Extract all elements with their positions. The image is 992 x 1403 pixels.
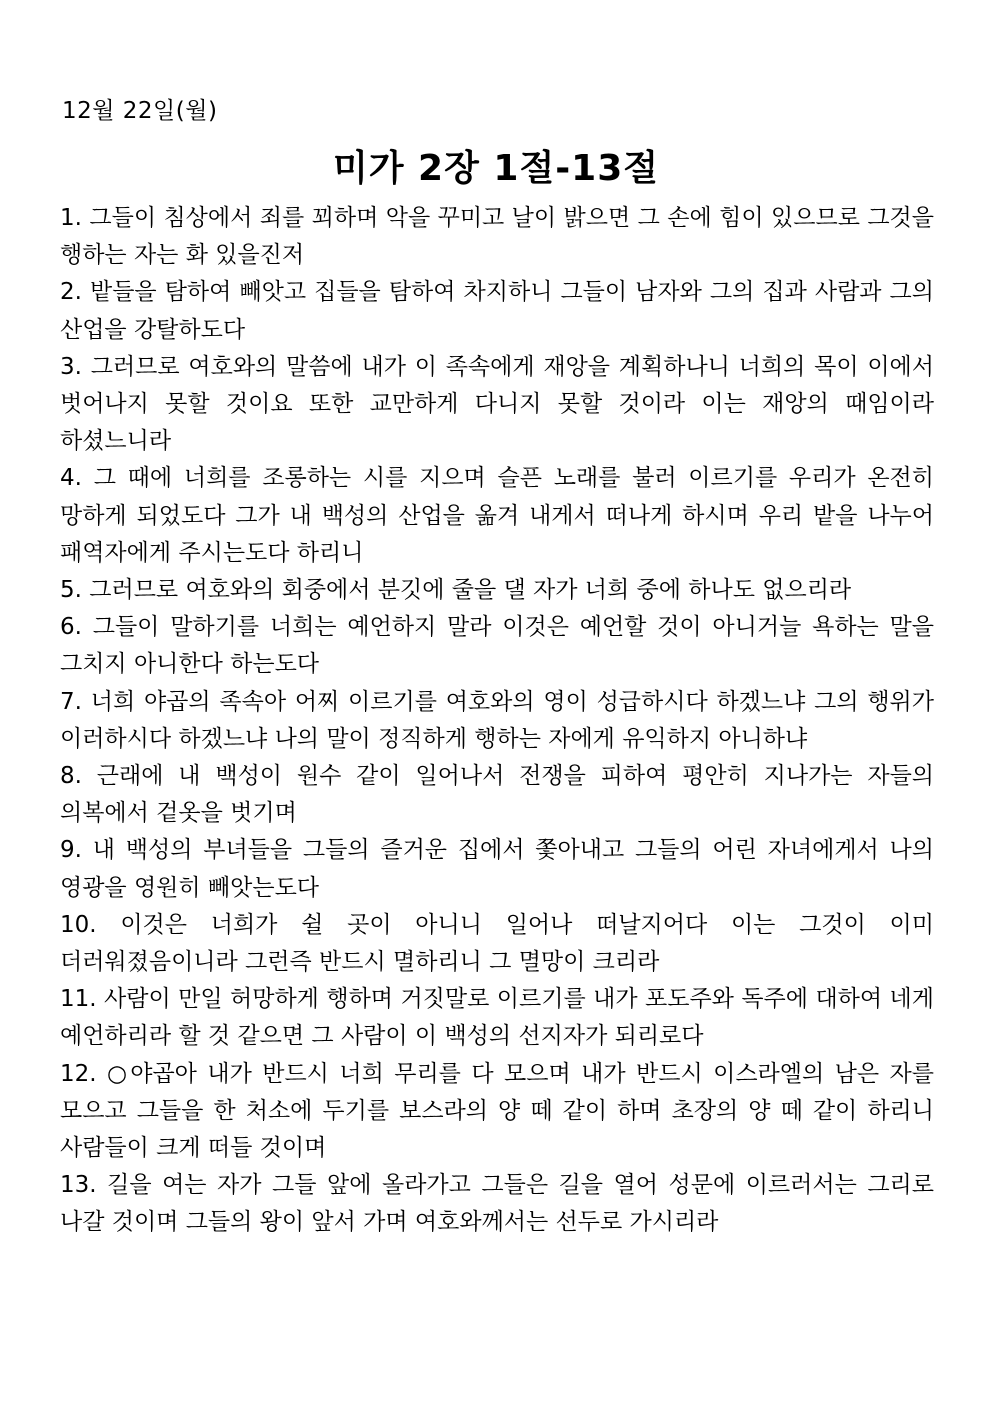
verse-7: 7. 너희 야곱의 족속아 어찌 이르기를 여호와의 영이 성급하시다 하겠느냐 그의 행위가 이러하시다 하겠느냐 나의 말이 정직하게 행하는 자에게 유익하지 아니하냐 (60, 688, 934, 752)
verse-8: 8. 근래에 내 백성이 원수 같이 일어나서 전쟁을 피하여 평안히 지나가는 자들의 의복에서 겉옷을 벗기며 (60, 763, 934, 827)
verse-10: 10. 이것은 너희가 쉴 곳이 아니니 일어나 떠날지어다 이는 그것이 이미 더러워졌음이니라 그런즉 반드시 멸하리니 그 멸망이 크리라 (60, 911, 934, 976)
page-title: 미가 2장 1절-13절 (332, 148, 660, 189)
verse-11: 11. 사람이 만일 허망하게 행하며 거짓말로 이르기를 내가 포도주와 독주에 대하여 네게 예언하리라 할 것 같으면 그 사람이 이 백성의 선지자가 되리로다 (60, 986, 934, 1050)
verse-13: 13. 길을 여는 자가 그들 앞에 올라가고 그들은 길을 열어 성문에 이르러서는 그리로 나갈 것이며 그들의 왕이 앞서 가며 여호와께서는 선두로 가시리라 (60, 1172, 934, 1236)
verse-list (60, 200, 934, 1242)
verse-12: 12. ○야곱아 내가 반드시 너희 무리를 다 모으며 내가 반드시 이스라엘의 남은 자를 모으고 그들을 한 처소에 두기를 보스라의 양 떼 같이 하며 초장의 양 떼 같이 하리니 사람들이 크게 떠들 것이며 (60, 1060, 934, 1162)
verse-4: 4. 그 때에 너희를 조롱하는 시를 지으며 슬픈 노래를 불러 이르기를 우리가 온전히 망하게 되었도다 그가 내 백성의 산업을 옮겨 내게서 떠나게 하시며 우리 밭을 나누어 패역자에게 주시는도다 하리니 (60, 465, 934, 566)
verse-6: 6. 그들이 말하기를 너희는 예언하지 말라 이것은 예언할 것이 아니거늘 욕하는 말을 그치지 아니한다 하는도다 (60, 614, 934, 678)
verse-3: 3. 그러므로 여호와의 말씀에 내가 이 족속에게 재앙을 계획하나니 너희의 목이 이에서 벗어나지 못할 것이요 또한 교만하게 다니지 못할 것이라 이는 재앙의 때임이라 하셨느니라 (60, 353, 934, 455)
date-label: 12월 22일(월) (62, 98, 218, 124)
verse-1: 1. 그들이 침상에서 죄를 꾀하며 악을 꾸미고 날이 밝으면 그 손에 힘이 있으므로 그것을 행하는 자는 화 있을진저 (60, 205, 934, 269)
verse-9: 9. 내 백성의 부녀들을 그들의 즐거운 집에서 쫓아내고 그들의 어린 자녀에게서 나의 영광을 영원히 빼앗는도다 (60, 837, 934, 901)
verse-2: 2. 밭들을 탐하여 빼앗고 집들을 탐하여 차지하니 그들이 남자와 그의 집과 사람과 그의 산업을 강탈하도다 (60, 279, 934, 343)
verse-5: 5. 그러므로 여호와의 회중에서 분깃에 줄을 댈 자가 너희 중에 하나도 없으리라 (60, 577, 852, 604)
